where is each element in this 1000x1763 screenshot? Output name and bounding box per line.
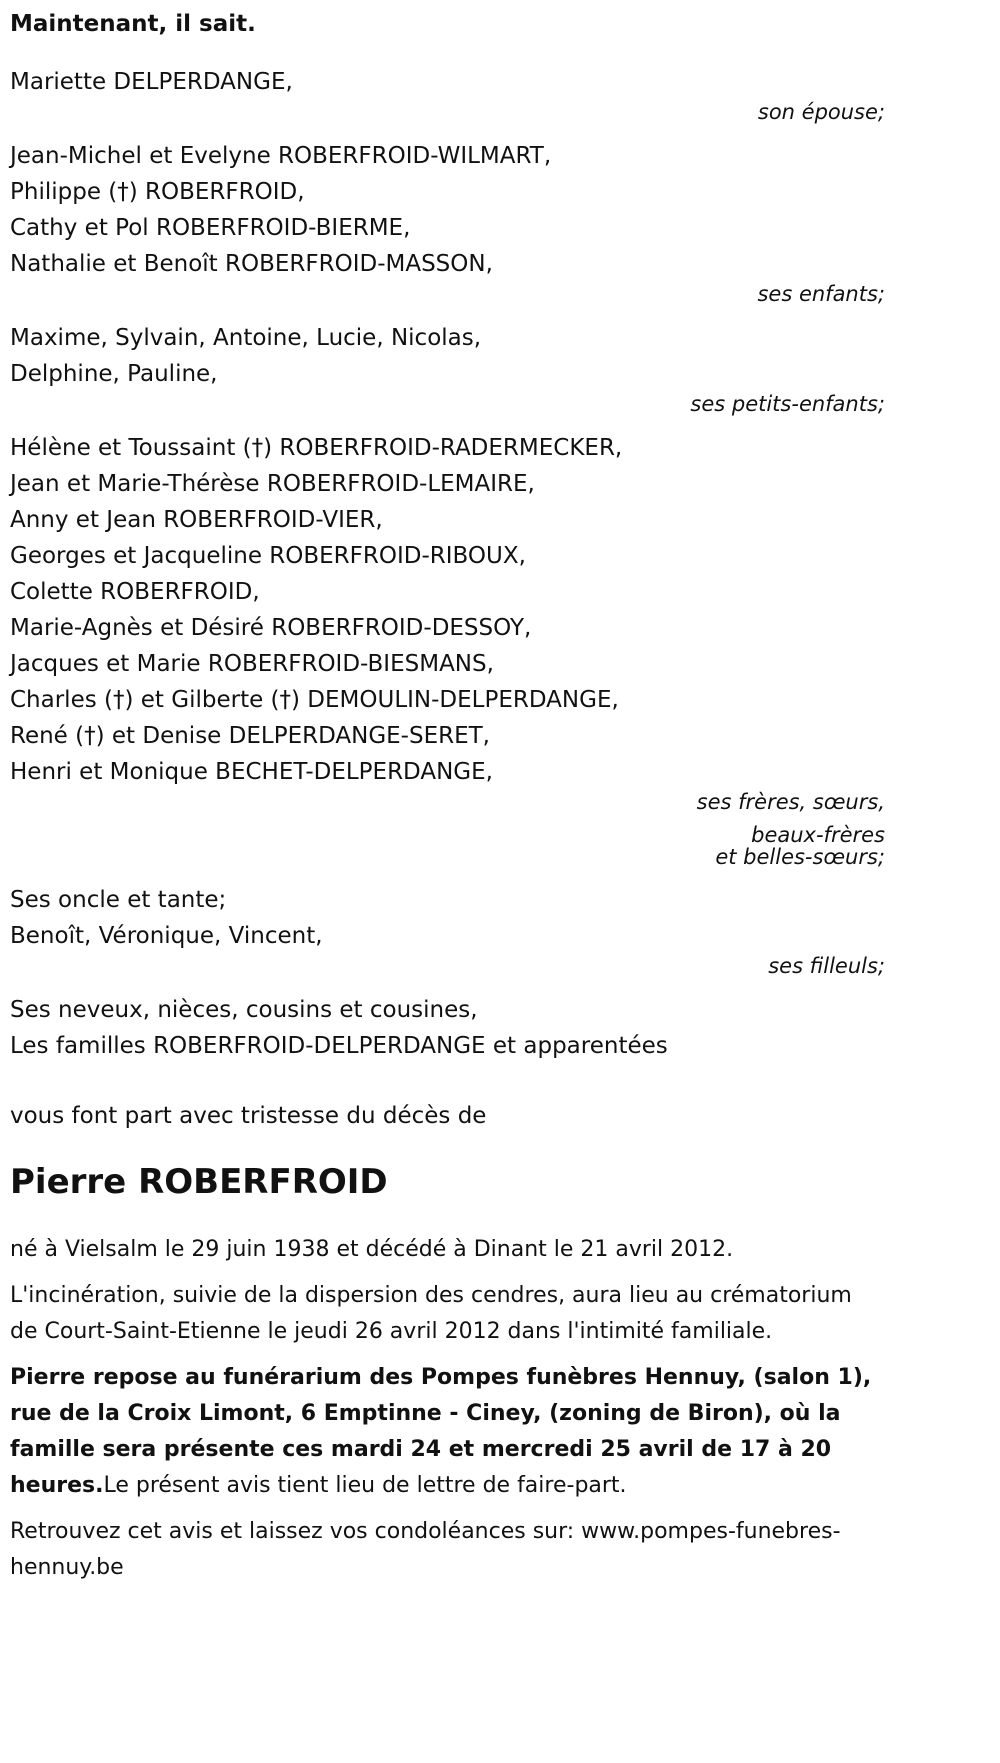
family-group-grandchildren <box>10 320 885 416</box>
family-line: Anny et Jean ROBERFROID-VIER, <box>10 507 383 533</box>
family-line: Georges et Jacqueline ROBERFROID-RIBOUX, <box>10 543 526 569</box>
family-line: Les familles ROBERFROID-DELPERDANGE et apparentées <box>10 1033 668 1059</box>
relation-label: son épouse; <box>757 100 885 124</box>
visitation-info <box>10 1360 885 1504</box>
deceased-name: Pierre ROBERFROID <box>10 1162 388 1202</box>
visitation-details: Pierre repose au funérarium des Pompes funèbres Hennuy, (salon 1), rue de la Croix Limont, 6 Emptinne - Ciney, (zoning de Biron), où la famille sera présente ces mardi 24 et mercredi 25 avril de 17 à 20 heures. <box>10 1365 872 1498</box>
family-line: Cathy et Pol ROBERFROID-BIERME, <box>10 215 411 241</box>
family-line: Maxime, Sylvain, Antoine, Lucie, Nicolas, <box>10 325 482 351</box>
relation-label: et belles-sœurs; <box>715 845 885 869</box>
family-line: Charles (†) et Gilberte (†) DEMOULIN-DELPERDANGE, <box>10 687 619 713</box>
family-group-godchildren <box>10 882 885 978</box>
family-line: Ses neveux, nièces, cousins et cousines, <box>10 997 478 1023</box>
relation-label: ses petits-enfants; <box>690 392 885 416</box>
family-group-children <box>10 138 885 306</box>
family-line: Jacques et Marie ROBERFROID-BIESMANS, <box>10 651 494 677</box>
announcement-line: vous font part avec tristesse du décès de <box>10 1103 487 1129</box>
family-line: Jean et Marie-Thérèse ROBERFROID-LEMAIRE, <box>10 471 535 497</box>
family-line: Benoît, Véronique, Vincent, <box>10 923 323 949</box>
family-line: Ses oncle et tante; <box>10 887 227 913</box>
family-line: Nathalie et Benoît ROBERFROID-MASSON, <box>10 251 493 277</box>
family-group-extended <box>10 992 885 1064</box>
family-line: René (†) et Denise DELPERDANGE-SERET, <box>10 723 490 749</box>
relation-label: ses enfants; <box>757 282 885 306</box>
ceremony-info: L'incinération, suivie de la dispersion des cendres, aura lieu au crématorium de Court-Saint-Etienne le jeudi 26 avril 2012 dans l'intimité familiale. <box>10 1283 852 1344</box>
family-line: Mariette DELPERDANGE, <box>10 69 293 95</box>
family-line: Hélène et Toussaint (†) ROBERFROID-RADERMECKER, <box>10 435 623 461</box>
family-group-siblings <box>10 430 885 868</box>
visitation-note: Le présent avis tient lieu de lettre de faire-part. <box>103 1473 627 1498</box>
family-line: Marie-Agnès et Désiré ROBERFROID-DESSOY, <box>10 615 532 641</box>
family-line: Colette ROBERFROID, <box>10 579 260 605</box>
birth-death-info: né à Vielsalm le 29 juin 1938 et décédé à Dinant le 21 avril 2012. <box>10 1237 734 1262</box>
family-group-spouse <box>10 64 885 124</box>
relation-label: ses filleuls; <box>768 954 885 978</box>
headline: Maintenant, il sait. <box>10 11 256 37</box>
obituary-notice <box>0 8 895 1586</box>
relation-label: ses frères, sœurs, <box>696 790 885 814</box>
relation-label: beaux-frères <box>751 823 885 847</box>
family-line: Jean-Michel et Evelyne ROBERFROID-WILMART, <box>10 143 552 169</box>
family-line: Philippe (†) ROBERFROID, <box>10 179 305 205</box>
condolences-info: Retrouvez cet avis et laissez vos condoléances sur: www.pompes-funebres-hennuy.be <box>10 1519 841 1580</box>
family-line: Delphine, Pauline, <box>10 361 218 387</box>
family-line: Henri et Monique BECHET-DELPERDANGE, <box>10 759 493 785</box>
